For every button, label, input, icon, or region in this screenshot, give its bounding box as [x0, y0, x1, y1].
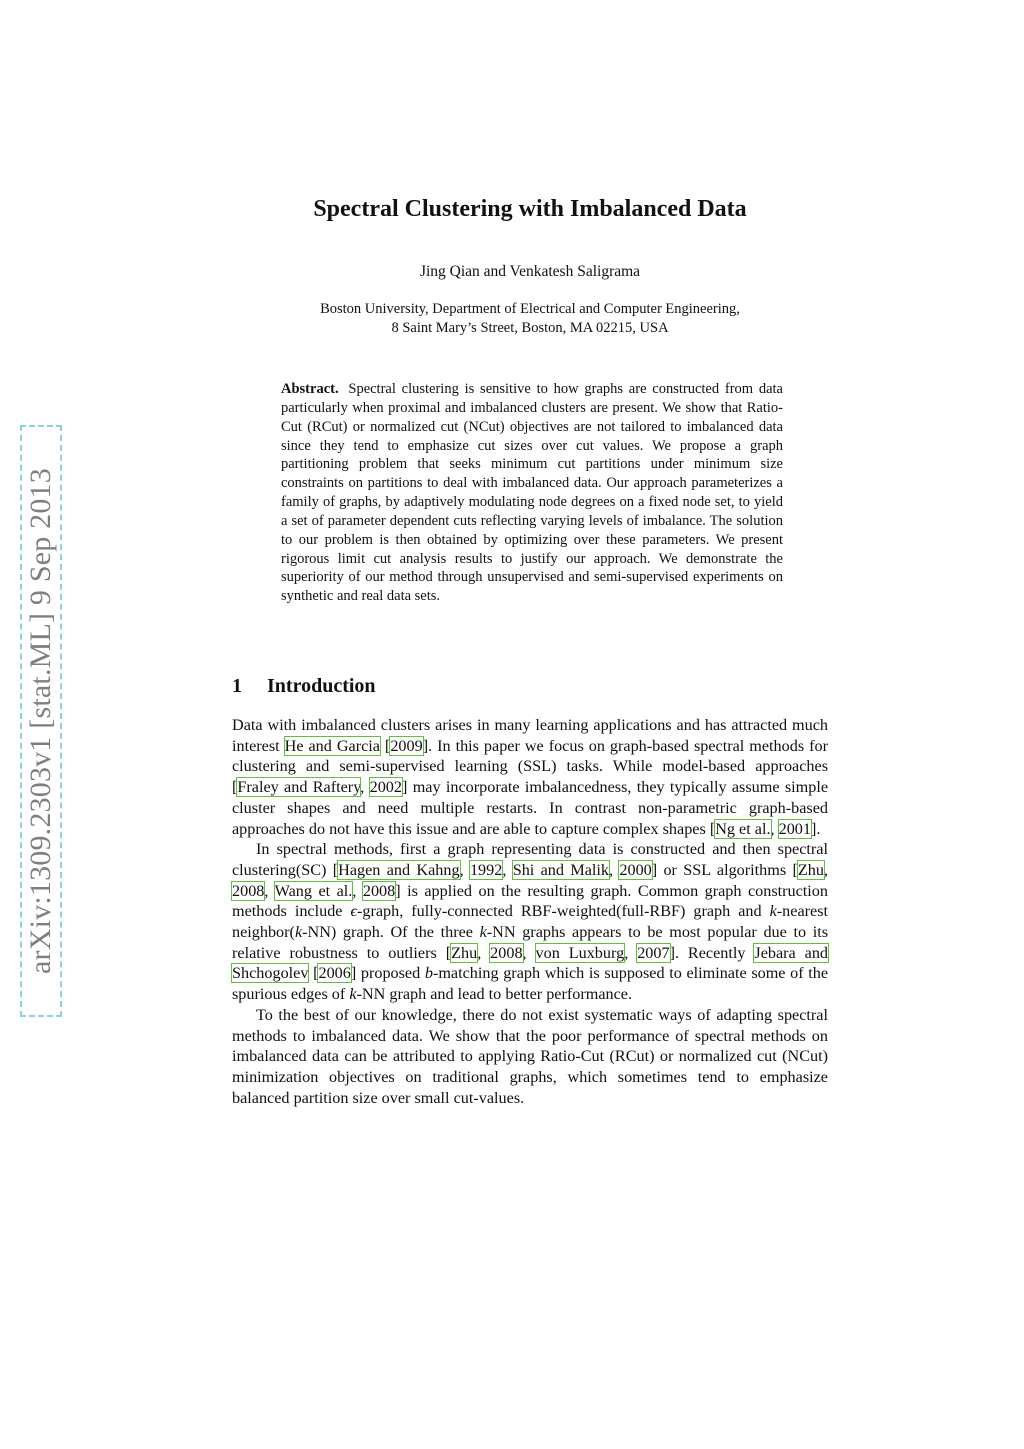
paper-title: Spectral Clustering with Imbalanced Data	[313, 196, 747, 222]
citation-link[interactable]: Zhu	[451, 943, 478, 962]
citation-link[interactable]: 2000	[619, 860, 652, 879]
citation-link[interactable]: 1992	[469, 860, 503, 879]
text-run: -matching graph which is supposed to eliminate some of the spurious edges of	[232, 964, 829, 1004]
text-run: ,	[459, 860, 470, 879]
paper-authors: Jing Qian and Venkatesh Saligrama	[419, 263, 641, 280]
arxiv-identifier: arXiv:1309.2303v1 [stat.ML] 9 Sep 2013	[24, 468, 57, 974]
citation-link[interactable]: von Luxburg	[535, 943, 625, 962]
math-symbol: k	[349, 985, 357, 1004]
citation-link[interactable]: 2008	[232, 881, 265, 900]
text-run: ] proposed	[350, 964, 425, 983]
paragraph-3: To the best of our knowledge, there do not exist systematic ways of adapting spectral methods to imbalanced data. We show that the poor performance of spectral methods on imbalanced data can be attributed to applying Ratio-Cut (RCut) or normalized cut (NCut) minimization objectives on traditional graphs, which sometimes tend to emphasize balanced partition size over small cut-values.	[232, 1005, 828, 1107]
math-symbol: k	[294, 923, 303, 942]
text-run: -nearest neighbor(	[232, 902, 829, 942]
citation-link[interactable]: Jebara and Shchogolev	[232, 943, 829, 983]
text-run: ].	[810, 819, 821, 838]
text-run: Data with imbalanced clusters arises in many learning applications and has attracted much interest	[232, 716, 828, 755]
arxiv-watermark	[20, 425, 62, 1017]
text-run: -NN graphs appears to be most popular due to its relative robustness to outliers [	[232, 923, 828, 962]
section-title: Introduction	[267, 675, 376, 697]
text-run: -graph, fully-connected RBF-weighted(full-RBF) graph and	[357, 902, 770, 921]
paragraph-1	[232, 715, 828, 839]
text-run: ]. Recently	[669, 943, 755, 962]
citation-link[interactable]: 2008	[490, 943, 523, 962]
text-run: ] or SSL algorithms [	[651, 860, 798, 879]
text-run: In spectral methods, first a graph representing data is constructed and then spectral clustering(SC) [	[232, 840, 828, 879]
text-run: ,	[502, 860, 513, 879]
citation-link[interactable]: 2006	[318, 964, 351, 983]
citation-link[interactable]: 2009	[390, 736, 423, 755]
text-run: -NN graph and lead to better performance.	[356, 985, 633, 1004]
abstract-text: Spectral clustering is sensitive to how graphs are constructed from data particularly when proximal and imbalanced clusters are present. We show that Ratio-Cut (RCut) or normalized cut (NCut) objectives are not tailored to imbalanced data since they tend to emphasize cut sizes over cut values. We propose a graph partitioning problem that seeks minimum cut partitions under minimum size constraints on partitions to deal with imbalanced data. Our approach parameterizes a family of graphs, by adaptively modulating node degrees on a fixed node set, to yield a set of parameter dependent cuts reflecting varying levels of imbalance. The solution to our problem is then obtained by optimizing over these parameters. We present rigorous limit cut analysis results to justify our approach. We demonstrate the superiority of our method through unsupervised and semi-supervised experiments on synthetic and real data sets.	[281, 381, 783, 605]
text-run: ,	[770, 819, 779, 838]
math-symbol: b	[424, 964, 433, 983]
text-run: ] is applied on the resulting graph. Common graph construction methods include	[232, 881, 828, 921]
text-run: [	[308, 964, 319, 983]
math-symbol: k	[769, 902, 777, 921]
text-run: ,	[522, 943, 536, 962]
citation-link[interactable]: Hagen and Kahng	[338, 860, 460, 879]
math-symbol: ϵ	[350, 902, 357, 921]
citation-link[interactable]: Shi and Malik	[512, 860, 609, 879]
section-heading-introduction	[232, 675, 376, 698]
citation-link[interactable]: Fraley and Raftery	[237, 778, 361, 797]
paragraph-2	[232, 839, 828, 1005]
citation-link[interactable]: Zhu	[797, 860, 824, 879]
math-symbol: k	[479, 923, 487, 942]
citation-link[interactable]: 2007	[637, 943, 670, 962]
text-run: ] may incorporate imbalancedness, they typically assume simple cluster shapes and need multiple restarts. In contrast non-parametric graph-based approaches do not have this issue and are able to capture complex shapes [	[232, 778, 829, 838]
affiliation-line-2: 8 Saint Mary’s Street, Boston, MA 02215, USA	[391, 320, 669, 336]
citation-link[interactable]: Wang et al.	[274, 881, 353, 900]
abstract	[281, 380, 783, 606]
text-run: ,	[264, 881, 275, 900]
affiliation-line-1: Boston University, Department of Electrical and Computer Engineering,	[320, 301, 740, 317]
text-run: ]. In this paper we focus on graph-based spectral methods for clustering and semi-supervised learning (SSL) tasks. While model-based approaches [	[232, 736, 828, 797]
section-number: 1	[232, 675, 242, 697]
citation-link[interactable]: 2002	[369, 778, 402, 797]
citation-link[interactable]: 2001	[778, 819, 811, 838]
abstract-label: Abstract.	[281, 381, 339, 397]
text-run: ,	[609, 860, 620, 879]
text-run: ,	[477, 943, 491, 962]
text-run: ,	[823, 860, 828, 879]
text-run: [	[379, 736, 391, 755]
citation-link[interactable]: 2008	[362, 881, 396, 900]
citation-link[interactable]: Ng et al.	[715, 819, 771, 838]
text-run: ,	[352, 881, 363, 900]
text-run: -NN) graph. Of the three	[302, 923, 480, 942]
text-run: ,	[624, 943, 638, 962]
text-run: ,	[360, 778, 370, 797]
citation-link[interactable]: He and Garcia	[284, 736, 380, 755]
author-affiliation	[230, 300, 830, 338]
introduction-body	[232, 715, 828, 1108]
